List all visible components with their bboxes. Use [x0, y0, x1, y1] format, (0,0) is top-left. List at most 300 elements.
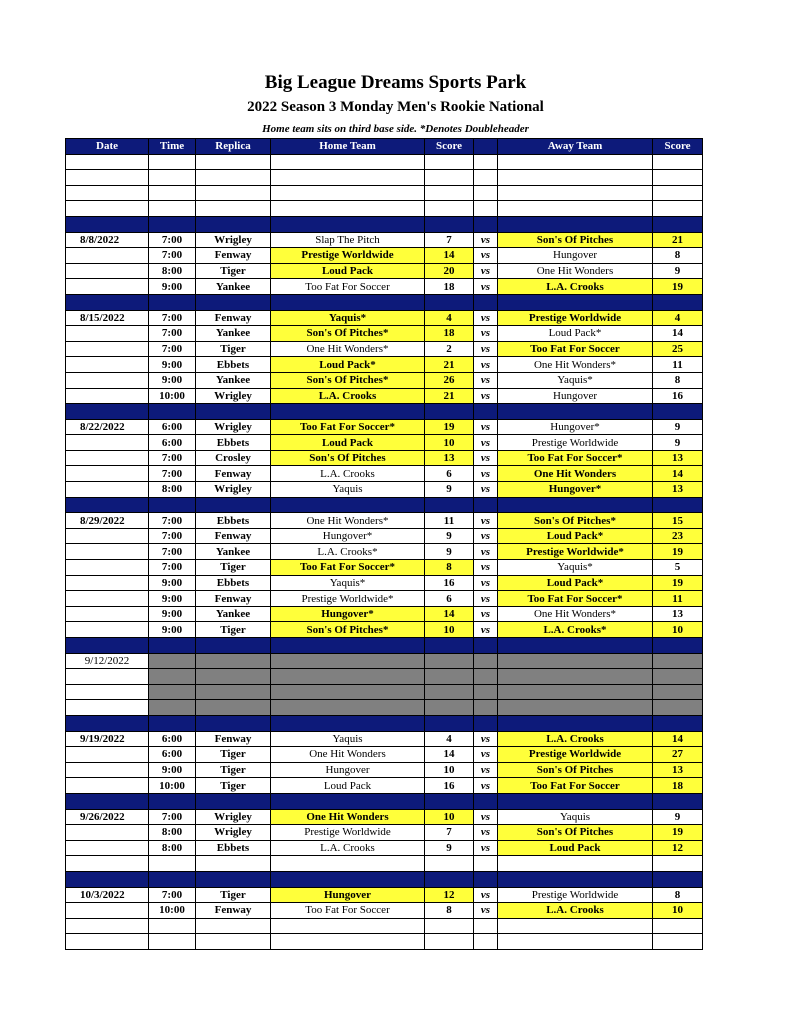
date-cell: 9/12/2022 [66, 653, 149, 669]
replica-cell: Tiger [196, 622, 271, 638]
time-cell: 6:00 [149, 435, 196, 451]
blocked-cell [498, 669, 653, 685]
separator-cell [196, 216, 271, 232]
empty-cell [271, 934, 425, 950]
separator-cell [474, 871, 498, 887]
blocked-cell [425, 653, 474, 669]
vs-cell: vs [474, 388, 498, 404]
game-row [66, 840, 703, 856]
blocked-cell [498, 700, 653, 716]
vs-cell: vs [474, 544, 498, 560]
date-cell [66, 544, 149, 560]
empty-cell [66, 201, 149, 217]
away-team-cell: Too Fat For Soccer [498, 778, 653, 794]
empty-cell [271, 856, 425, 872]
home-team-cell: L.A. Crooks* [271, 544, 425, 560]
time-cell: 9:00 [149, 606, 196, 622]
empty-row [66, 918, 703, 934]
empty-cell [149, 918, 196, 934]
empty-cell [474, 170, 498, 186]
home-team-cell: One Hit Wonders [271, 809, 425, 825]
date-cell: 8/15/2022 [66, 310, 149, 326]
away-team-cell: L.A. Crooks* [498, 622, 653, 638]
away-team-cell: One Hit Wonders [498, 466, 653, 482]
replica-cell: Yankee [196, 544, 271, 560]
away-team-cell: Prestige Worldwide [498, 310, 653, 326]
empty-cell [425, 185, 474, 201]
date-cell: 8/22/2022 [66, 419, 149, 435]
away-score-cell: 5 [653, 560, 703, 576]
vs-cell: vs [474, 903, 498, 919]
time-cell: 7:00 [149, 232, 196, 248]
date-cell [66, 450, 149, 466]
separator-cell [196, 294, 271, 310]
empty-cell [425, 856, 474, 872]
blocked-cell [425, 669, 474, 685]
away-score-cell: 15 [653, 513, 703, 529]
time-cell: 7:00 [149, 248, 196, 264]
empty-cell [149, 170, 196, 186]
empty-cell [196, 934, 271, 950]
home-team-cell: Prestige Worldwide [271, 248, 425, 264]
separator-cell [271, 216, 425, 232]
home-team-cell: Hungover* [271, 528, 425, 544]
col-time: Time [149, 139, 196, 155]
home-score-cell: 4 [425, 310, 474, 326]
away-team-cell: Son's Of Pitches [498, 825, 653, 841]
vs-cell: vs [474, 263, 498, 279]
date-cell: 8/29/2022 [66, 513, 149, 529]
away-score-cell: 19 [653, 825, 703, 841]
replica-cell: Tiger [196, 747, 271, 763]
vs-cell: vs [474, 482, 498, 498]
vs-cell: vs [474, 747, 498, 763]
empty-cell [271, 918, 425, 934]
week-separator [66, 793, 703, 809]
separator-cell [149, 404, 196, 420]
away-score-cell: 19 [653, 279, 703, 295]
separator-cell [271, 404, 425, 420]
home-team-cell: Yaquis [271, 482, 425, 498]
game-row [66, 809, 703, 825]
home-team-cell: Son's Of Pitches* [271, 622, 425, 638]
empty-row [66, 154, 703, 170]
blocked-cell [271, 669, 425, 685]
week-separator [66, 404, 703, 420]
col-away-team: Away Team [498, 139, 653, 155]
separator-cell [196, 404, 271, 420]
week-separator [66, 216, 703, 232]
separator-cell [196, 871, 271, 887]
vs-cell: vs [474, 778, 498, 794]
home-score-cell: 18 [425, 326, 474, 342]
replica-cell: Fenway [196, 310, 271, 326]
empty-cell [653, 934, 703, 950]
date-cell: 9/26/2022 [66, 809, 149, 825]
time-cell: 7:00 [149, 341, 196, 357]
away-team-cell: Son's Of Pitches [498, 232, 653, 248]
replica-cell: Tiger [196, 341, 271, 357]
empty-cell [196, 170, 271, 186]
separator-cell [474, 715, 498, 731]
blocked-cell [474, 700, 498, 716]
home-score-cell: 16 [425, 778, 474, 794]
separator-cell [425, 404, 474, 420]
time-cell: 7:00 [149, 544, 196, 560]
separator-cell [66, 216, 149, 232]
page-title: Big League Dreams Sports Park [264, 72, 527, 93]
empty-cell [498, 154, 653, 170]
replica-cell: Crosley [196, 450, 271, 466]
empty-cell [196, 154, 271, 170]
date-cell [66, 840, 149, 856]
date-cell [66, 669, 149, 685]
empty-row [66, 170, 703, 186]
empty-cell [149, 934, 196, 950]
empty-cell [474, 201, 498, 217]
separator-cell [653, 404, 703, 420]
empty-cell [425, 201, 474, 217]
away-score-cell: 14 [653, 466, 703, 482]
game-row [66, 450, 703, 466]
game-row [66, 903, 703, 919]
game-row [66, 326, 703, 342]
blocked-cell [271, 700, 425, 716]
vs-cell: vs [474, 435, 498, 451]
away-team-cell: L.A. Crooks [498, 731, 653, 747]
game-row [66, 575, 703, 591]
home-score-cell: 26 [425, 372, 474, 388]
blocked-cell [653, 669, 703, 685]
separator-cell [66, 294, 149, 310]
week-separator [66, 638, 703, 654]
blocked-cell [474, 653, 498, 669]
separator-cell [474, 404, 498, 420]
away-score-cell: 9 [653, 419, 703, 435]
separator-cell [474, 638, 498, 654]
blocked-cell [498, 684, 653, 700]
replica-cell: Ebbets [196, 513, 271, 529]
game-row [66, 528, 703, 544]
separator-cell [425, 793, 474, 809]
empty-row [66, 201, 703, 217]
vs-cell: vs [474, 450, 498, 466]
away-score-cell: 13 [653, 450, 703, 466]
empty-cell [271, 170, 425, 186]
away-score-cell: 9 [653, 263, 703, 279]
away-score-cell: 13 [653, 762, 703, 778]
blocked-cell [196, 669, 271, 685]
away-team-cell: Son's Of Pitches* [498, 513, 653, 529]
away-score-cell: 19 [653, 575, 703, 591]
separator-cell [196, 793, 271, 809]
home-team-cell: Prestige Worldwide [271, 825, 425, 841]
away-score-cell: 18 [653, 778, 703, 794]
separator-cell [498, 871, 653, 887]
separator-cell [425, 294, 474, 310]
time-cell: 9:00 [149, 591, 196, 607]
away-team-cell: Prestige Worldwide [498, 887, 653, 903]
home-team-cell: Son's Of Pitches [271, 450, 425, 466]
separator-cell [196, 715, 271, 731]
col-home-team: Home Team [271, 139, 425, 155]
vs-cell: vs [474, 622, 498, 638]
separator-cell [425, 216, 474, 232]
game-row [66, 887, 703, 903]
col-vs [474, 139, 498, 155]
separator-cell [149, 638, 196, 654]
home-team-cell: Yaquis* [271, 310, 425, 326]
game-row [66, 731, 703, 747]
separator-cell [498, 715, 653, 731]
home-team-cell: Hungover [271, 762, 425, 778]
away-score-cell: 9 [653, 809, 703, 825]
away-score-cell: 11 [653, 357, 703, 373]
home-score-cell: 18 [425, 279, 474, 295]
replica-cell: Tiger [196, 560, 271, 576]
empty-cell [66, 918, 149, 934]
empty-cell [196, 201, 271, 217]
game-row [66, 419, 703, 435]
vs-cell: vs [474, 372, 498, 388]
away-score-cell: 25 [653, 341, 703, 357]
vs-cell: vs [474, 528, 498, 544]
empty-cell [66, 185, 149, 201]
replica-cell: Wrigley [196, 482, 271, 498]
replica-cell: Yankee [196, 372, 271, 388]
blocked-cell [474, 669, 498, 685]
date-cell [66, 341, 149, 357]
replica-cell: Fenway [196, 528, 271, 544]
home-team-cell: L.A. Crooks [271, 388, 425, 404]
date-cell [66, 528, 149, 544]
separator-cell [653, 871, 703, 887]
empty-row [66, 934, 703, 950]
away-score-cell: 16 [653, 388, 703, 404]
home-score-cell: 8 [425, 560, 474, 576]
game-row [66, 622, 703, 638]
date-cell [66, 466, 149, 482]
home-score-cell: 10 [425, 622, 474, 638]
empty-row [66, 185, 703, 201]
game-row [66, 606, 703, 622]
date-cell [66, 575, 149, 591]
vs-cell: vs [474, 762, 498, 778]
empty-cell [653, 918, 703, 934]
away-score-cell: 8 [653, 372, 703, 388]
home-score-cell: 21 [425, 388, 474, 404]
week-separator [66, 294, 703, 310]
date-cell [66, 825, 149, 841]
game-row [66, 591, 703, 607]
game-row [66, 372, 703, 388]
separator-cell [425, 871, 474, 887]
time-cell: 10:00 [149, 388, 196, 404]
away-team-cell: Yaquis* [498, 372, 653, 388]
game-row [66, 279, 703, 295]
home-team-cell: Hungover* [271, 606, 425, 622]
home-score-cell: 10 [425, 762, 474, 778]
away-score-cell: 13 [653, 606, 703, 622]
separator-cell [196, 497, 271, 513]
date-cell [66, 372, 149, 388]
time-cell: 10:00 [149, 903, 196, 919]
blocked-cell [149, 700, 196, 716]
game-row [66, 248, 703, 264]
schedule-table [65, 138, 703, 950]
separator-cell [196, 638, 271, 654]
time-cell: 7:00 [149, 887, 196, 903]
replica-cell: Ebbets [196, 840, 271, 856]
blocked-cell [196, 653, 271, 669]
game-row [66, 263, 703, 279]
away-team-cell: Hungover [498, 388, 653, 404]
away-score-cell: 14 [653, 731, 703, 747]
time-cell: 9:00 [149, 762, 196, 778]
empty-cell [653, 185, 703, 201]
separator-cell [149, 871, 196, 887]
empty-cell [474, 154, 498, 170]
date-cell [66, 622, 149, 638]
vs-cell: vs [474, 887, 498, 903]
home-team-cell: Yaquis [271, 731, 425, 747]
empty-cell [196, 918, 271, 934]
time-cell: 9:00 [149, 372, 196, 388]
no-games-row [66, 700, 703, 716]
game-row [66, 466, 703, 482]
separator-cell [271, 497, 425, 513]
replica-cell: Ebbets [196, 357, 271, 373]
empty-cell [66, 154, 149, 170]
separator-cell [653, 497, 703, 513]
blocked-cell [425, 684, 474, 700]
game-row [66, 482, 703, 498]
separator-cell [66, 871, 149, 887]
replica-cell: Tiger [196, 778, 271, 794]
away-team-cell: L.A. Crooks [498, 903, 653, 919]
separator-cell [66, 404, 149, 420]
away-score-cell: 10 [653, 903, 703, 919]
empty-cell [196, 185, 271, 201]
blocked-cell [498, 653, 653, 669]
separator-cell [474, 294, 498, 310]
away-score-cell: 14 [653, 326, 703, 342]
empty-cell [474, 185, 498, 201]
vs-cell: vs [474, 825, 498, 841]
vs-cell: vs [474, 606, 498, 622]
home-team-cell: One Hit Wonders* [271, 513, 425, 529]
home-score-cell: 14 [425, 248, 474, 264]
home-team-cell: Loud Pack [271, 778, 425, 794]
home-score-cell: 9 [425, 528, 474, 544]
blocked-cell [653, 653, 703, 669]
replica-cell: Fenway [196, 248, 271, 264]
home-team-cell: One Hit Wonders* [271, 341, 425, 357]
time-cell: 7:00 [149, 466, 196, 482]
blocked-cell [149, 653, 196, 669]
home-team-cell: Slap The Pitch [271, 232, 425, 248]
replica-cell: Tiger [196, 887, 271, 903]
away-team-cell: Too Fat For Soccer* [498, 450, 653, 466]
vs-cell: vs [474, 840, 498, 856]
header-row [66, 139, 703, 155]
separator-cell [271, 294, 425, 310]
game-row [66, 232, 703, 248]
separator-cell [271, 871, 425, 887]
away-team-cell: Son's Of Pitches [498, 762, 653, 778]
home-score-cell: 9 [425, 840, 474, 856]
home-team-cell: Too Fat For Soccer* [271, 560, 425, 576]
vs-cell: vs [474, 232, 498, 248]
home-team-cell: Prestige Worldwide* [271, 591, 425, 607]
blocked-cell [271, 684, 425, 700]
game-row [66, 747, 703, 763]
away-team-cell: Prestige Worldwide [498, 435, 653, 451]
page-subtitle: 2022 Season 3 Monday Men's Rookie National [247, 99, 544, 115]
time-cell: 8:00 [149, 263, 196, 279]
separator-cell [149, 216, 196, 232]
blocked-cell [425, 700, 474, 716]
game-row [66, 513, 703, 529]
separator-cell [653, 793, 703, 809]
separator-cell [149, 715, 196, 731]
col-date: Date [66, 139, 149, 155]
away-team-cell: Too Fat For Soccer [498, 341, 653, 357]
separator-cell [149, 294, 196, 310]
separator-cell [271, 715, 425, 731]
away-score-cell: 4 [653, 310, 703, 326]
col-replica: Replica [196, 139, 271, 155]
empty-cell [425, 154, 474, 170]
home-score-cell: 6 [425, 466, 474, 482]
empty-row [66, 856, 703, 872]
home-team-cell: Hungover [271, 887, 425, 903]
separator-cell [425, 497, 474, 513]
empty-cell [474, 856, 498, 872]
home-score-cell: 10 [425, 435, 474, 451]
separator-cell [474, 497, 498, 513]
home-team-cell: Loud Pack [271, 435, 425, 451]
game-row [66, 762, 703, 778]
empty-cell [196, 856, 271, 872]
home-team-cell: Son's Of Pitches* [271, 372, 425, 388]
empty-cell [498, 934, 653, 950]
separator-cell [66, 793, 149, 809]
blocked-cell [149, 669, 196, 685]
game-row [66, 388, 703, 404]
replica-cell: Yankee [196, 326, 271, 342]
date-cell [66, 591, 149, 607]
time-cell: 7:00 [149, 513, 196, 529]
away-team-cell: Prestige Worldwide* [498, 544, 653, 560]
game-row [66, 310, 703, 326]
time-cell: 9:00 [149, 575, 196, 591]
vs-cell: vs [474, 591, 498, 607]
away-score-cell: 21 [653, 232, 703, 248]
replica-cell: Fenway [196, 591, 271, 607]
empty-cell [425, 934, 474, 950]
away-score-cell: 23 [653, 528, 703, 544]
replica-cell: Yankee [196, 279, 271, 295]
home-score-cell: 21 [425, 357, 474, 373]
replica-cell: Wrigley [196, 809, 271, 825]
home-score-cell: 11 [425, 513, 474, 529]
date-cell [66, 263, 149, 279]
replica-cell: Wrigley [196, 825, 271, 841]
vs-cell: vs [474, 279, 498, 295]
game-row [66, 544, 703, 560]
away-score-cell: 8 [653, 248, 703, 264]
